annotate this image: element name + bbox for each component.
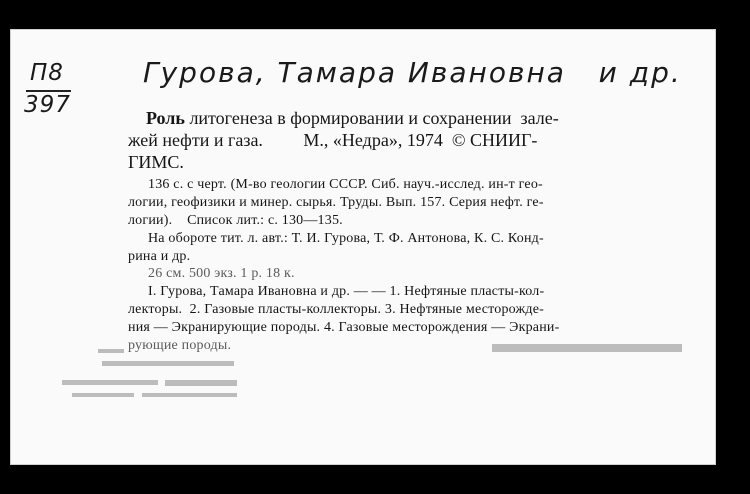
body-line-5: рина и др. [128,249,191,264]
title-line-1 [146,108,559,129]
scan-border-left [0,0,10,494]
body-line-8: лекторы. 2. Газовые пласты-коллекторы. 3. Нефтяные месторожде- [128,302,544,317]
title-line-2: жей нефти и газа. М., «Недра», 1974 © СНИИГ- [128,130,538,150]
faded-stamp-left-6 [142,393,237,397]
body-line-6: 26 см. 500 экз. 1 р. 18 к. [148,266,295,281]
title-lead-word: Роль [146,108,185,128]
body-line-1: 136 с. с черт. (М-во геологии СССР. Сиб. науч.-исслед. ин-т гео- [148,177,543,192]
body-line-7: I. Гурова, Тамара Ивановна и др. — — 1. Нефтяные пласты-кол- [148,284,545,299]
body-line-4: На обороте тит. л. авт.: Т. И. Гурова, Т. Ф. Антонова, К. С. Конд- [148,231,544,246]
scan-border-right [716,0,750,494]
catalog-card [10,29,716,465]
faded-stamp-right [492,344,682,352]
faded-stamp-left-1 [98,349,124,353]
call-number-line2: 397 [24,92,71,118]
body-line-9: ния — Экранирующие породы. 4. Газовые месторождения — Экрани- [128,320,560,335]
body-line-2: логии, геофизики и минер. сырья. Труды. Вып. 157. Серия нефт. ге- [128,195,544,210]
body-line-3: логии). Список лит.: с. 130—135. [128,213,343,228]
faded-stamp-left-2 [102,361,234,366]
call-number-line1: П8 [30,60,64,86]
body-line-10: рующие породы. [128,338,232,353]
title-line-1-rest: литогенеза в формировании и сохранении зале- [184,108,559,128]
faded-stamp-left-5 [72,393,134,397]
handwritten-author: Гурова, Тамара Ивановна и др. [143,56,682,89]
faded-stamp-left-3 [62,380,158,385]
faded-stamp-left-4 [165,380,237,386]
title-line-3: ГИМС. [128,152,184,172]
